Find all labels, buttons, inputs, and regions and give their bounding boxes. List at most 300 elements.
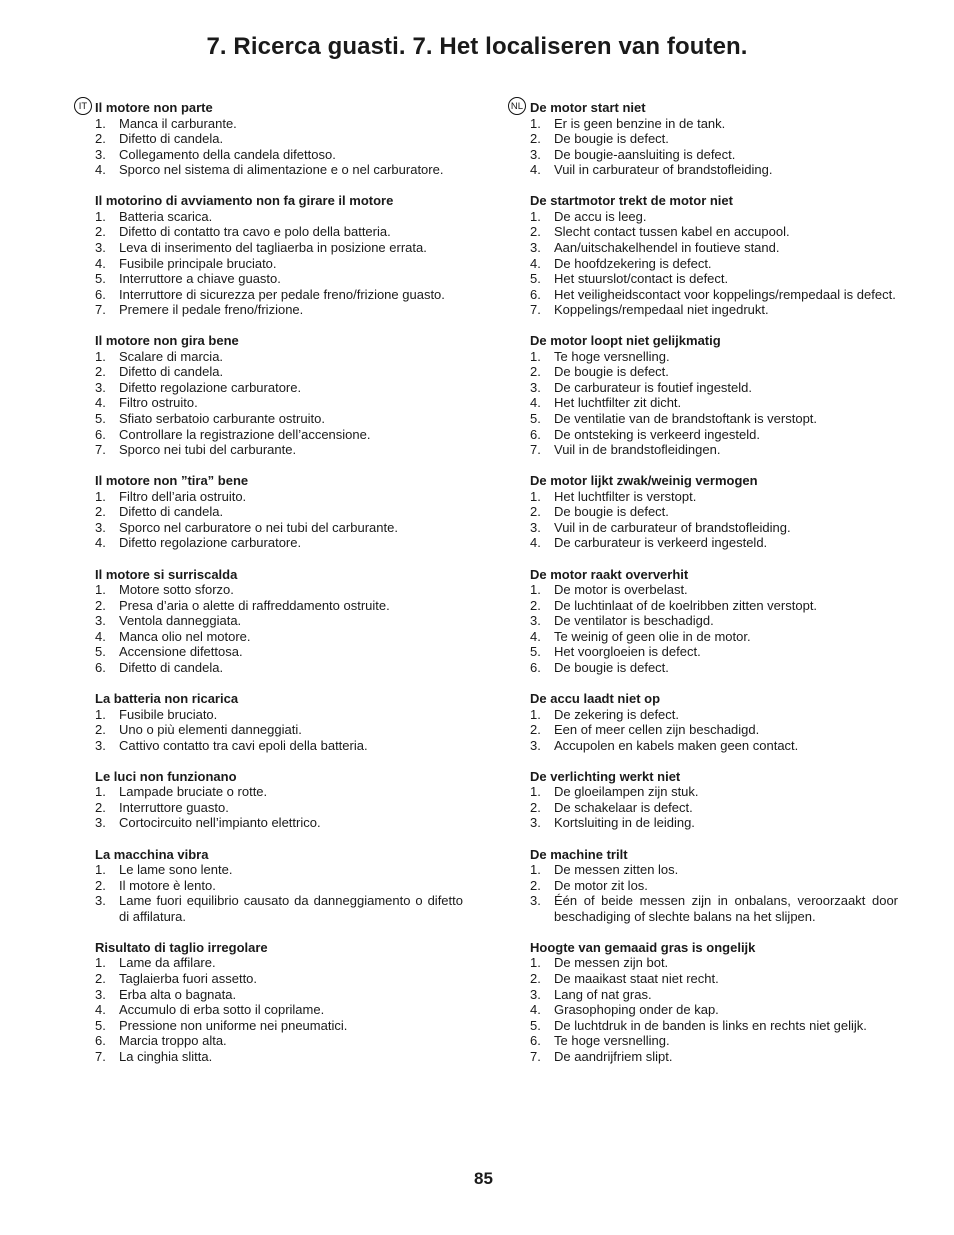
item-number: 3. — [95, 239, 106, 255]
list-item — [530, 1018, 898, 1034]
list-item — [530, 971, 898, 987]
item-text: De zekering is defect. — [554, 706, 680, 722]
item-number: 4. — [95, 1002, 106, 1018]
item-number: 2. — [530, 722, 541, 738]
list-item — [95, 815, 463, 831]
item-text: Één of beide messen zijn in onbalans, veroorzaakt door beschadiging of slechte balans na het slijpen. — [554, 893, 898, 924]
item-text: La cinghia slitta. — [119, 1048, 213, 1064]
item-number: 7. — [530, 1048, 541, 1064]
item-text: De carburateur is foutief ingesteld. — [554, 379, 752, 395]
item-number: 2. — [530, 131, 541, 147]
item-text: Vuil in de brandstofleidingen. — [554, 442, 721, 458]
cause-list — [530, 784, 898, 831]
section-title: De motor lijkt zwak/weinig vermogen — [530, 473, 758, 489]
section-title: La macchina vibra — [95, 846, 209, 862]
item-number: 3. — [95, 519, 106, 535]
list-item — [95, 800, 463, 816]
list-item — [95, 116, 463, 132]
list-item — [530, 878, 898, 894]
list-item — [530, 131, 898, 147]
item-number: 7. — [95, 1048, 106, 1064]
item-number: 6. — [530, 659, 541, 675]
item-number: 3. — [530, 893, 541, 909]
list-item — [95, 1049, 463, 1065]
cause-list — [530, 862, 898, 924]
item-number: 3. — [530, 519, 541, 535]
item-number: 1. — [530, 784, 541, 800]
item-number: 3. — [530, 986, 541, 1002]
list-item — [95, 722, 463, 738]
item-text: Lame fuori equilibrio causato da danneggiamento o difetto di affilatura. — [119, 893, 463, 924]
list-item — [530, 380, 898, 396]
item-number: 4. — [95, 535, 106, 551]
item-number: 2. — [530, 971, 541, 986]
item-text: De maaikast staat niet recht. — [554, 971, 719, 986]
list-item — [95, 707, 463, 723]
item-text: De aandrijfriem slipt. — [554, 1048, 673, 1064]
item-number: 2. — [95, 722, 106, 738]
item-text: Interruttore a chiave guasto. — [119, 271, 281, 287]
item-text: Het voorgloeien is defect. — [554, 644, 701, 660]
list-item — [530, 660, 898, 676]
list-item — [95, 660, 463, 676]
list-item — [530, 504, 898, 520]
item-text: De luchtdruk in de banden is links en rechts niet gelijk. — [554, 1017, 867, 1033]
item-number: 4. — [530, 162, 541, 178]
item-text: Difetto di candela. — [119, 131, 224, 147]
column-nl — [530, 100, 898, 1080]
list-item — [530, 582, 898, 598]
item-number: 3. — [95, 379, 106, 395]
list-item — [95, 971, 463, 987]
list-item — [530, 613, 898, 629]
item-text: De bougie is defect. — [554, 504, 669, 520]
item-number: 1. — [530, 955, 541, 971]
item-text: Difetto regolazione carburatore. — [119, 379, 302, 395]
item-text: De ventilator is beschadigd. — [554, 613, 714, 629]
item-number: 4. — [95, 395, 106, 411]
item-number: 1. — [95, 784, 106, 800]
item-number: 1. — [95, 582, 106, 598]
list-item — [530, 893, 898, 924]
item-text: Lampade bruciate o rotte. — [119, 784, 268, 800]
list-item — [95, 629, 463, 645]
item-text: De ventilatie van de brandstoftank is verstopt. — [554, 411, 818, 427]
list-item — [95, 784, 463, 800]
item-number: 1. — [95, 955, 106, 971]
troubleshooting-section — [95, 567, 463, 676]
list-item — [530, 147, 898, 163]
list-item — [530, 738, 898, 754]
item-number: 1. — [95, 348, 106, 364]
list-item — [95, 287, 463, 303]
list-item — [530, 535, 898, 551]
item-text: Pressione non uniforme nei pneumatici. — [119, 1017, 348, 1033]
list-item — [95, 442, 463, 458]
item-text: De motor is overbelast. — [554, 582, 688, 598]
item-text: Sporco nel carburatore o nei tubi del carburante. — [119, 519, 398, 535]
troubleshooting-section — [530, 333, 898, 457]
item-number: 2. — [530, 224, 541, 240]
list-item — [95, 224, 463, 240]
list-item — [95, 1018, 463, 1034]
cause-list — [530, 116, 898, 178]
item-number: 1. — [530, 348, 541, 364]
item-text: Interruttore guasto. — [119, 799, 229, 815]
list-item — [530, 162, 898, 178]
item-number: 6. — [95, 286, 106, 302]
list-item — [95, 1002, 463, 1018]
list-item — [530, 1002, 898, 1018]
item-number: 5. — [95, 644, 106, 660]
item-text: Cortocircuito nell’impianto elettrico. — [119, 815, 321, 831]
section-title: Le luci non funzionano — [95, 768, 237, 784]
item-number: 3. — [95, 737, 106, 753]
item-number: 3. — [530, 379, 541, 395]
cause-list — [530, 349, 898, 458]
item-text: Lang of nat gras. — [554, 986, 652, 1002]
list-item — [95, 349, 463, 365]
troubleshooting-section — [95, 473, 463, 551]
item-text: Batteria scarica. — [119, 208, 213, 224]
troubleshooting-section — [95, 193, 463, 317]
item-number: 1. — [530, 706, 541, 722]
troubleshooting-section — [95, 847, 463, 925]
item-text: Accumulo di erba sotto il coprilame. — [119, 1002, 325, 1018]
list-item — [95, 380, 463, 396]
cause-list — [95, 582, 463, 675]
list-item — [530, 395, 898, 411]
item-text: Grasophoping onder de kap. — [554, 1002, 719, 1018]
cause-list — [95, 489, 463, 551]
troubleshooting-section — [530, 769, 898, 831]
troubleshooting-section — [95, 940, 463, 1064]
item-number: 3. — [530, 815, 541, 831]
section-title: De motor loopt niet gelijkmatig — [530, 333, 721, 349]
troubleshooting-section — [530, 691, 898, 753]
list-item — [95, 955, 463, 971]
list-item — [530, 489, 898, 505]
item-number: 4. — [530, 535, 541, 551]
troubleshooting-section — [95, 769, 463, 831]
list-item — [95, 271, 463, 287]
section-title: De motor raakt oververhit — [530, 566, 689, 582]
item-number: 4. — [95, 162, 106, 178]
item-text: Interruttore di sicurezza per pedale freno/frizione guasto. — [119, 286, 445, 302]
list-item — [530, 349, 898, 365]
item-text: Difetto di candela. — [119, 364, 224, 380]
section-title: Il motore si surriscalda — [95, 566, 238, 582]
item-text: De gloeilampen zijn stuk. — [554, 784, 699, 800]
troubleshooting-section — [530, 847, 898, 925]
list-item — [95, 162, 463, 178]
item-text: Il motore è lento. — [119, 877, 216, 893]
item-number: 6. — [530, 426, 541, 442]
cause-list — [530, 582, 898, 675]
item-text: De motor zit los. — [554, 877, 648, 893]
list-item — [530, 256, 898, 272]
troubleshooting-section — [95, 100, 463, 178]
item-text: Collegamento della candela difettoso. — [119, 146, 336, 162]
item-number: 1. — [530, 862, 541, 878]
item-text: De bougie-aansluiting is defect. — [554, 146, 736, 162]
item-text: Fusibile principale bruciato. — [119, 255, 277, 271]
item-number: 2. — [95, 877, 106, 893]
list-item — [530, 302, 898, 318]
item-text: Kortsluiting in de leiding. — [554, 815, 695, 831]
section-title: De machine trilt — [530, 846, 628, 862]
item-number: 3. — [95, 815, 106, 831]
item-text: Vuil in de carburateur of brandstofleiding. — [554, 519, 791, 535]
list-item — [530, 1033, 898, 1049]
item-text: Het luchtfilter zit dicht. — [554, 395, 682, 411]
item-number: 5. — [530, 411, 541, 427]
item-text: Difetto regolazione carburatore. — [119, 535, 302, 551]
item-number: 2. — [530, 364, 541, 380]
list-item — [530, 800, 898, 816]
language-badge-it: IT — [74, 97, 92, 115]
item-number: 2. — [530, 877, 541, 893]
cause-list — [95, 209, 463, 318]
item-number: 4. — [95, 255, 106, 271]
item-text: Accupolen en kabels maken geen contact. — [554, 737, 799, 753]
item-text: De messen zijn bot. — [554, 955, 669, 971]
item-number: 3. — [530, 613, 541, 629]
column-it — [95, 100, 463, 1080]
item-text: De accu is leeg. — [554, 208, 647, 224]
item-number: 1. — [95, 208, 106, 224]
item-number: 4. — [530, 628, 541, 644]
troubleshooting-section — [530, 473, 898, 551]
item-number: 4. — [95, 628, 106, 644]
list-item — [95, 1033, 463, 1049]
cause-list — [530, 707, 898, 754]
section-title: De startmotor trekt de motor niet — [530, 193, 733, 209]
item-number: 6. — [530, 286, 541, 302]
list-item — [95, 364, 463, 380]
item-text: Manca olio nel motore. — [119, 628, 251, 644]
item-text: Erba alta o bagnata. — [119, 986, 237, 1002]
list-item — [95, 644, 463, 660]
list-item — [95, 395, 463, 411]
item-number: 5. — [530, 644, 541, 660]
page-number: 85 — [474, 1169, 493, 1188]
item-number: 5. — [95, 1017, 106, 1033]
list-item — [95, 598, 463, 614]
list-item — [530, 707, 898, 723]
cause-list — [530, 489, 898, 551]
section-title: Risultato di taglio irregolare — [95, 939, 268, 955]
troubleshooting-section — [530, 567, 898, 676]
item-number: 1. — [530, 115, 541, 131]
list-item — [95, 893, 463, 924]
item-text: Filtro ostruito. — [119, 395, 198, 411]
item-text: Vuil in carburateur of brandstofleiding. — [554, 162, 773, 178]
item-number: 3. — [95, 146, 106, 162]
list-item — [95, 256, 463, 272]
cause-list — [95, 116, 463, 178]
cause-list — [95, 955, 463, 1064]
item-number: 2. — [530, 597, 541, 613]
item-text: Het luchtfilter is verstopt. — [554, 488, 697, 504]
item-text: De ontsteking is verkeerd ingesteld. — [554, 426, 760, 442]
item-text: Difetto di candela. — [119, 659, 224, 675]
section-title: Hoogte van gemaaid gras is ongelijk — [530, 939, 756, 955]
item-number: 4. — [530, 255, 541, 271]
list-item — [95, 302, 463, 318]
list-item — [530, 784, 898, 800]
item-text: Koppelings/rempedaal niet ingedrukt. — [554, 302, 769, 318]
list-item — [95, 504, 463, 520]
troubleshooting-section — [95, 333, 463, 457]
item-text: De messen zitten los. — [554, 862, 679, 878]
list-item — [530, 722, 898, 738]
item-number: 2. — [95, 504, 106, 520]
item-number: 5. — [95, 271, 106, 287]
section-title: De verlichting werkt niet — [530, 768, 681, 784]
item-number: 6. — [95, 1033, 106, 1049]
section-title: Il motorino di avviamento non fa girare il motore — [95, 193, 394, 209]
item-text: Uno o più elementi danneggiati. — [119, 722, 302, 738]
item-text: Leva di inserimento del tagliaerba in posizione errata. — [119, 239, 427, 255]
cause-list — [95, 862, 463, 924]
item-text: De bougie is defect. — [554, 659, 669, 675]
item-text: De hoofdzekering is defect. — [554, 255, 712, 271]
cause-list — [95, 349, 463, 458]
item-text: Het stuurslot/contact is defect. — [554, 271, 729, 287]
list-item — [530, 224, 898, 240]
section-title: Il motore non parte — [95, 100, 213, 115]
list-item — [530, 598, 898, 614]
list-item — [95, 147, 463, 163]
item-number: 4. — [530, 395, 541, 411]
item-text: Fusibile bruciato. — [119, 706, 218, 722]
list-item — [530, 287, 898, 303]
item-number: 1. — [530, 488, 541, 504]
item-text: Manca il carburante. — [119, 115, 237, 131]
list-item — [530, 644, 898, 660]
section-title: De accu laadt niet op — [530, 691, 661, 707]
section-title: De motor start niet — [530, 100, 646, 115]
list-item — [530, 209, 898, 225]
item-text: De carburateur is verkeerd ingesteld. — [554, 535, 768, 551]
item-number: 3. — [530, 146, 541, 162]
troubleshooting-section — [530, 100, 898, 178]
item-number: 7. — [95, 302, 106, 318]
item-number: 2. — [95, 224, 106, 240]
item-text: Ventola danneggiata. — [119, 613, 242, 629]
list-item — [95, 240, 463, 256]
item-text: Het veiligheidscontact voor koppelings/rempedaal is defect. — [554, 286, 896, 302]
item-number: 3. — [95, 893, 106, 909]
item-text: Marcia troppo alta. — [119, 1033, 227, 1049]
item-text: Difetto di contatto tra cavo e polo della batteria. — [119, 224, 391, 240]
list-item — [530, 629, 898, 645]
item-text: Sporco nel sistema di alimentazione e o nel carburatore. — [119, 162, 444, 178]
item-number: 7. — [95, 442, 106, 458]
list-item — [95, 878, 463, 894]
list-item — [530, 815, 898, 831]
item-text: Presa d’aria o alette di raffreddamento ostruite. — [119, 597, 390, 613]
item-number: 1. — [95, 115, 106, 131]
item-text: Slecht contact tussen kabel en accupool. — [554, 224, 790, 240]
list-item — [95, 427, 463, 443]
troubleshooting-section — [95, 691, 463, 753]
list-item — [530, 442, 898, 458]
section-title: La batteria non ricarica — [95, 691, 239, 707]
item-text: Difetto di candela. — [119, 504, 224, 520]
item-number: 5. — [530, 1017, 541, 1033]
item-number: 7. — [530, 302, 541, 318]
cause-list — [530, 209, 898, 318]
list-item — [95, 613, 463, 629]
item-number: 2. — [95, 799, 106, 815]
page-title: 7. Ricerca guasti. 7. Het localiseren van fouten. — [206, 33, 748, 60]
cause-list — [95, 784, 463, 831]
list-item — [530, 1049, 898, 1065]
item-text: Sfiato serbatoio carburante ostruito. — [119, 411, 325, 427]
item-text: Motore sotto sforzo. — [119, 582, 234, 598]
item-text: Cattivo contatto tra cavi epoli della batteria. — [119, 737, 368, 753]
list-item — [95, 520, 463, 536]
item-number: 5. — [530, 271, 541, 287]
item-text: Premere il pedale freno/frizione. — [119, 302, 304, 318]
item-number: 3. — [530, 737, 541, 753]
section-title: Il motore non ”tira” bene — [95, 473, 249, 489]
list-item — [530, 116, 898, 132]
item-text: Een of meer cellen zijn beschadigd. — [554, 722, 760, 738]
item-number: 1. — [530, 582, 541, 598]
item-number: 6. — [95, 426, 106, 442]
troubleshooting-section — [530, 940, 898, 1064]
item-text: Er is geen benzine in de tank. — [554, 115, 726, 131]
item-number: 2. — [95, 131, 106, 147]
item-text: Lame da affilare. — [119, 955, 216, 971]
item-text: De bougie is defect. — [554, 131, 669, 147]
item-text: Scalare di marcia. — [119, 348, 224, 364]
language-badge-nl: NL — [508, 97, 526, 115]
list-item — [530, 955, 898, 971]
item-text: De bougie is defect. — [554, 364, 669, 380]
list-item — [95, 862, 463, 878]
item-text: Te weinig of geen olie in de motor. — [554, 628, 751, 644]
list-item — [530, 411, 898, 427]
item-text: Le lame sono lente. — [119, 862, 233, 878]
item-text: De luchtinlaat of de koelribben zitten verstopt. — [554, 597, 818, 613]
list-item — [95, 411, 463, 427]
item-number: 6. — [530, 1033, 541, 1049]
item-text: Filtro dell’aria ostruito. — [119, 488, 247, 504]
section-title: Il motore non gira bene — [95, 333, 239, 349]
item-number: 2. — [95, 364, 106, 380]
list-item — [95, 489, 463, 505]
item-number: 5. — [95, 411, 106, 427]
item-number: 7. — [530, 442, 541, 458]
list-item — [530, 520, 898, 536]
item-number: 2. — [530, 504, 541, 520]
item-text: Taglaierba fuori assetto. — [119, 971, 258, 986]
item-number: 2. — [95, 971, 106, 986]
list-item — [530, 271, 898, 287]
list-item — [530, 427, 898, 443]
list-item — [95, 209, 463, 225]
item-number: 1. — [95, 488, 106, 504]
list-item — [95, 987, 463, 1003]
item-number: 6. — [95, 659, 106, 675]
list-item — [530, 862, 898, 878]
cause-list — [95, 707, 463, 754]
item-number: 3. — [95, 986, 106, 1002]
